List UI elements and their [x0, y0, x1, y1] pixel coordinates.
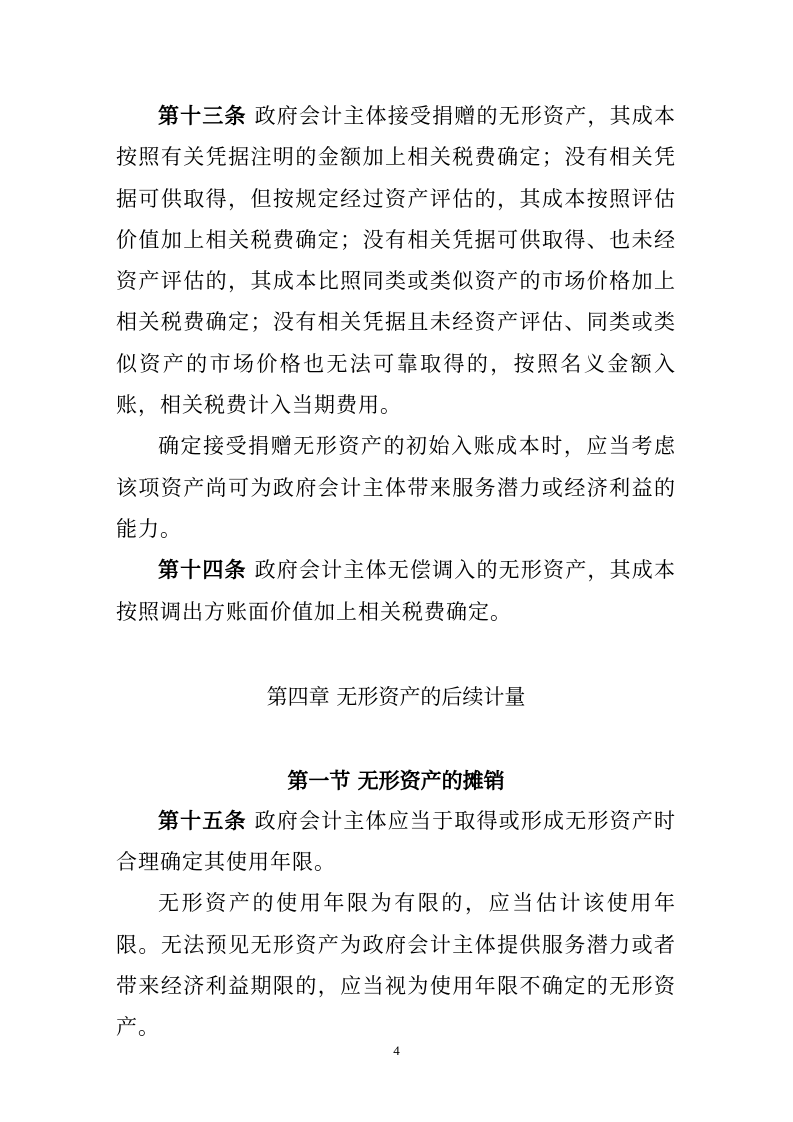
article-14-text: 政府会计主体无偿调入的无形资产，其成本按照调出方账面价值加上相关税费确定。 — [116, 558, 676, 624]
donation-cost-text: 确定接受捐赠无形资产的初始入账成本时，应当考虑该项资产尚可为政府会计主体带来服务潜力或经济利益的能力。 — [116, 434, 676, 541]
chapter-title: 第四章 无形资产的后续计量 — [266, 684, 526, 709]
article-13-paragraph — [116, 96, 676, 426]
page-content — [116, 96, 676, 1049]
section-title: 第一节 无形资产的摊销 — [287, 768, 505, 793]
article-15-text: 政府会计主体应当于取得或形成无形资产时合理确定其使用年限。 — [116, 808, 676, 875]
useful-life-text: 无形资产的使用年限为有限的，应当估计该使用年限。无法预见无形资产为政府会计主体提供服务潜力或者带来经济利益期限的，应当视为使用年限不确定的无形资产。 — [116, 891, 676, 1040]
article-14-paragraph — [116, 550, 676, 633]
article-14-label: 第十四条 — [158, 558, 247, 583]
useful-life-paragraph — [116, 883, 676, 1048]
article-15-paragraph — [116, 801, 676, 884]
donation-cost-paragraph — [116, 426, 676, 550]
article-15-label: 第十五条 — [158, 808, 247, 833]
article-13-label: 第十三条 — [158, 104, 247, 128]
article-13-text: 政府会计主体接受捐赠的无形资产，其成本按照有关凭据注明的金额加上相关税费确定；没有相关凭据可供取得，但按规定经过资产评估的，其成本按照评估价值加上相关税费确定；没有相关凭据可供取得、也未经资产评估的，其成本比照同类或类似资产的市场价格加上相关税费确定；没有相关凭据且未经资产评估、同类或类似资产的市场价格也无法可靠取得的，按照名义金额入账，相关税费计入当期费用。 — [116, 104, 676, 418]
page-number: 4 — [393, 1043, 400, 1058]
